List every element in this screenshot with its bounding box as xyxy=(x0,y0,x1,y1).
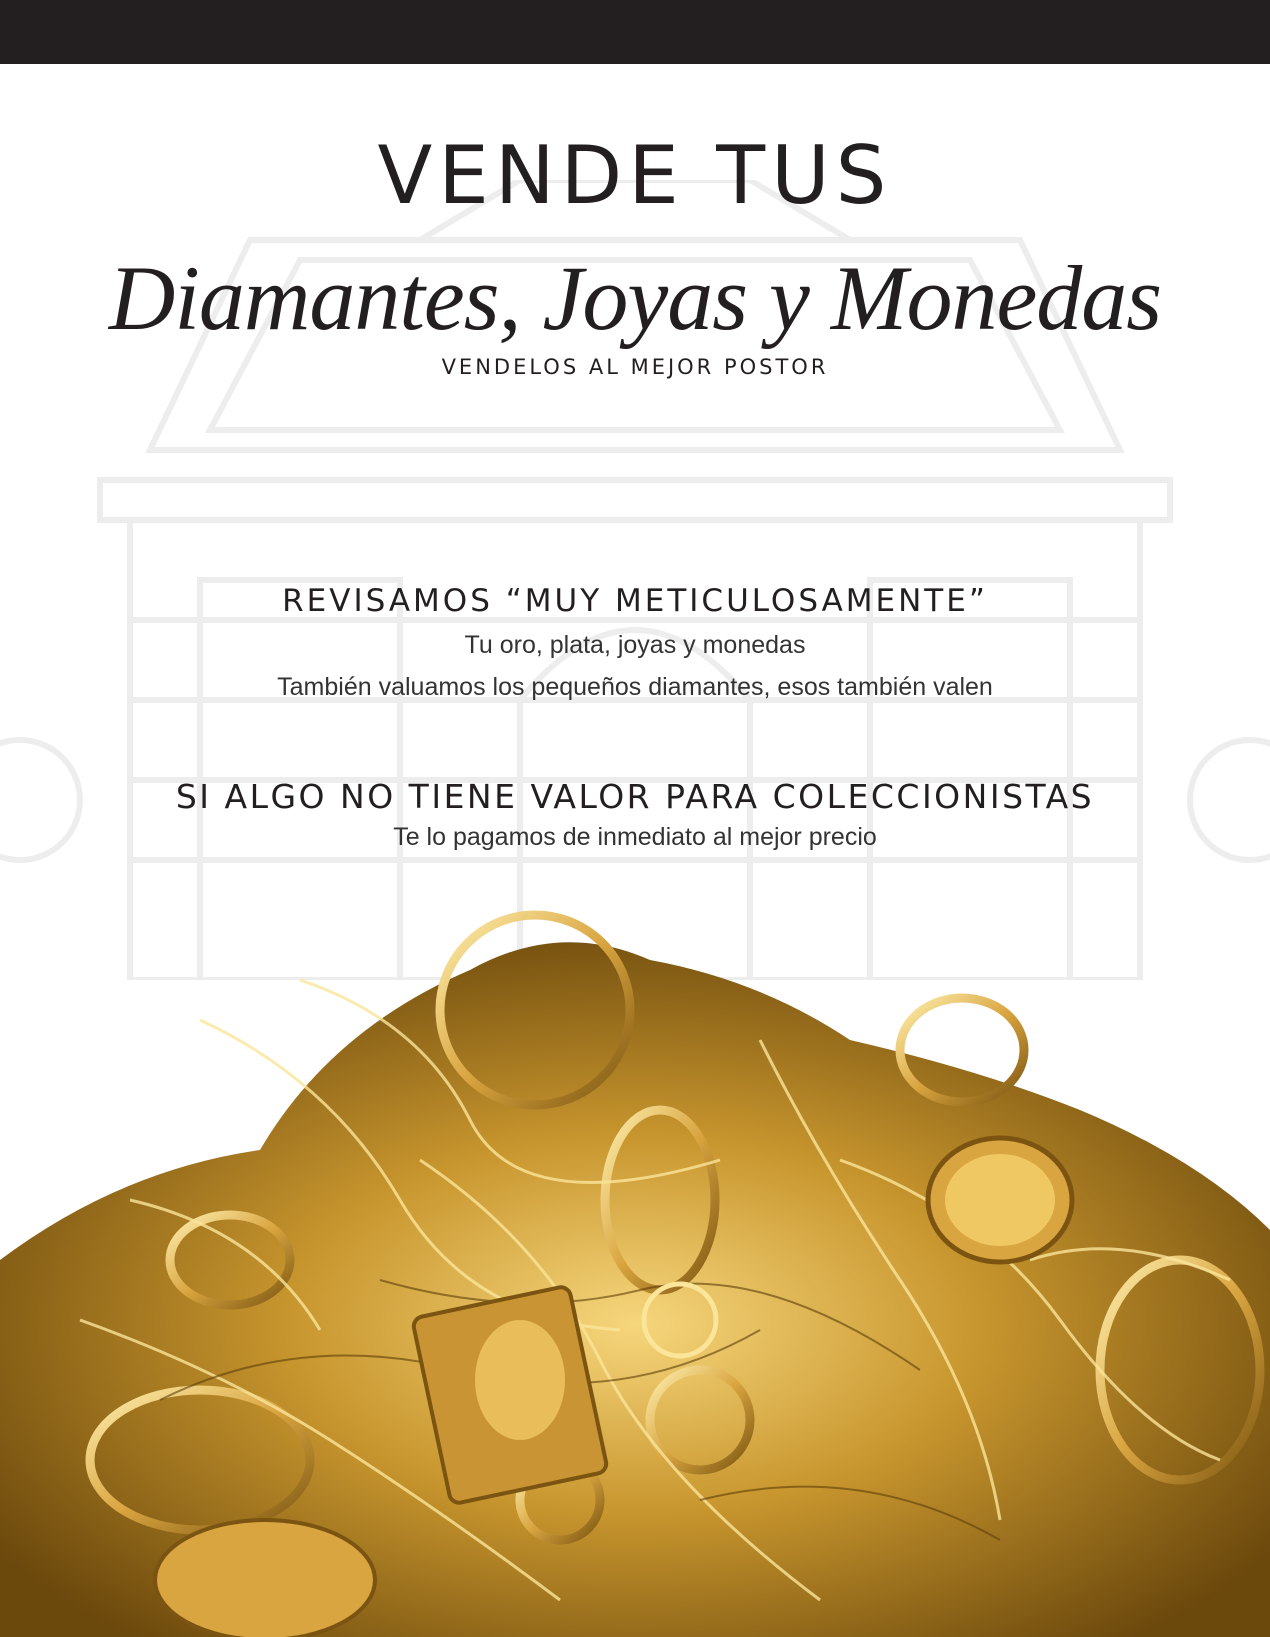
collectors-line: Te lo pagamos de inmediato al mejor precio xyxy=(393,823,877,851)
review-line-2: También valuamos los pequeños diamantes, esos también valen xyxy=(277,673,993,701)
headline: VENDE TUS xyxy=(377,129,893,222)
collectors-heading: SI ALGO NO TIENE VALOR PARA COLECCIONISTAS xyxy=(175,777,1095,816)
review-line-1: Tu oro, plata, joyas y monedas xyxy=(464,631,806,659)
review-heading: REVISAMOS “MUY METICULOSAMENTE” xyxy=(282,583,988,619)
tagline: VENDELOS AL MEJOR POSTOR xyxy=(441,355,829,379)
script-title: Diamantes, Joyas y Monedas xyxy=(108,247,1162,349)
gold-jewelry-pile-image xyxy=(0,900,1270,1637)
top-bar xyxy=(0,0,1270,64)
